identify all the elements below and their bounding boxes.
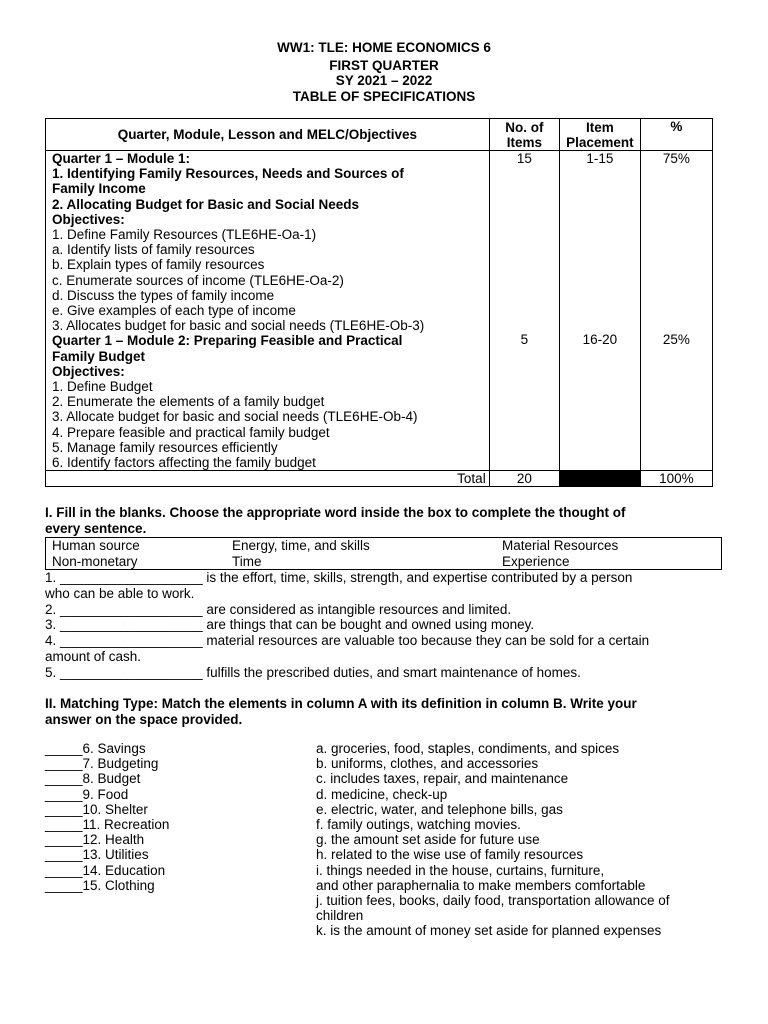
module1-objectives-label: Objectives: <box>52 211 125 227</box>
module1-objective: e. Give examples of each type of income <box>52 303 296 319</box>
definition-item: h. related to the wise use of family resources <box>316 847 584 863</box>
definition-item: a. groceries, food, staples, condiments, and spices <box>316 741 620 756</box>
definition-item-cont: children <box>316 908 364 924</box>
matching-item: _____6. Savings <box>45 741 146 756</box>
module2-objective: 5. Manage family resources efficiently <box>52 439 278 455</box>
table-header-row <box>46 119 713 151</box>
word-choice: Non-monetary <box>52 553 138 569</box>
blank-item-cont: amount of cash. <box>45 648 142 664</box>
tos-heading: TABLE OF SPECIFICATIONS <box>292 89 476 104</box>
module2-objective: 4. Prepare feasible and practical family budget <box>52 424 330 440</box>
module2-title-cont: Family Budget <box>52 348 146 364</box>
matching-item: _____15. Clothing <box>45 877 155 893</box>
definition-item: i. things needed in the house, curtains, furniture, <box>316 862 605 878</box>
module1-objective: c. Enumerate sources of income (TLE6HE-Oa-2) <box>52 272 344 288</box>
blank-item: 3. ___________________ are things that can be bought and owned using money. <box>45 617 535 633</box>
module1-lesson1-cont: Family Income <box>52 181 146 197</box>
column-a <box>45 741 305 893</box>
objectives-column-header: Quarter, Module, Lesson and MELC/Objectives <box>46 119 490 151</box>
fill-in-blanks-list <box>45 570 725 681</box>
definition-item-cont: and other paraphernalia to make members comfortable <box>316 877 646 893</box>
school-year-heading: SY 2021 – 2022 <box>335 73 433 88</box>
word-box-row <box>46 554 722 570</box>
items-column-header <box>489 119 559 151</box>
percent-cell <box>640 151 712 471</box>
column-b <box>316 741 716 939</box>
matching-item: _____12. Health <box>45 832 145 848</box>
module2-objective: 6. Identify factors affecting the family budget <box>52 455 316 471</box>
blank-item: 2. ___________________ are considered as intangible resources and limited. <box>45 601 512 617</box>
items-header-line2: Items <box>506 134 542 150</box>
blank-item: 5. ___________________ fulfills the prescribed duties, and smart maintenance of homes. <box>45 664 581 680</box>
part2-instruction <box>45 696 715 728</box>
module2-placement: 16-20 <box>582 332 618 348</box>
placement-cell <box>560 151 641 471</box>
total-placement-filled <box>560 471 641 487</box>
placement-header-line2: Placement <box>566 134 634 150</box>
module1-lesson1: 1. Identifying Family Resources, Needs and Sources of <box>52 166 404 182</box>
modules-row <box>46 151 713 471</box>
part1-instruction-line1: I. Fill in the blanks. Choose the appropriate word inside the box to complete the thought of <box>45 505 626 520</box>
placement-header-line1: Item <box>586 119 614 135</box>
total-label: Total <box>46 471 490 487</box>
quarter-heading: FIRST QUARTER <box>329 58 439 73</box>
module2-items: 5 <box>520 332 529 348</box>
matching-item: _____9. Food <box>45 786 129 802</box>
part2-instruction-line1: II. Matching Type: Match the elements in column A with its definition in column B. Write your <box>45 696 637 711</box>
part2-instruction-line2: answer on the space provided. <box>45 712 243 727</box>
module1-placement: 1-15 <box>586 151 614 166</box>
total-percent: 100% <box>640 471 712 487</box>
module2-objectives-label: Objectives: <box>52 363 125 379</box>
definition-item: g. the amount set aside for future use <box>316 832 540 848</box>
word-choice: Time <box>232 553 262 569</box>
placement-column-header <box>560 119 641 151</box>
module1-items: 15 <box>516 151 532 166</box>
objectives-cell <box>46 151 490 471</box>
word-box <box>45 537 722 570</box>
word-choice: Experience <box>502 553 570 569</box>
definition-item: e. electric, water, and telephone bills, gas <box>316 801 563 817</box>
word-box-row <box>46 538 722 554</box>
definition-item: b. uniforms, clothes, and accessories <box>316 756 539 772</box>
word-choice: Energy, time, and skills <box>232 538 370 553</box>
definition-item: c. includes taxes, repair, and maintenance <box>316 771 569 787</box>
blank-item: 1. ___________________ is the effort, time, skills, strength, and expertise contributed by a person <box>45 570 633 585</box>
blank-item-cont: who can be able to work. <box>45 585 195 601</box>
items-cell <box>489 151 559 471</box>
module1-percent: 75% <box>662 151 690 166</box>
module1-objective: 3. Allocates budget for basic and social needs (TLE6HE-Ob-3) <box>52 318 425 334</box>
module1-objective: 1. Define Family Resources (TLE6HE-Oa-1) <box>52 227 317 243</box>
module2-percent: 25% <box>662 332 690 348</box>
blank-item: 4. ___________________ material resources are valuable too because they can be sold for a certain <box>45 633 650 649</box>
part1-instruction-line2: every sentence. <box>45 521 147 536</box>
total-row <box>46 471 713 487</box>
total-items: 20 <box>489 471 559 487</box>
specifications-table <box>45 118 713 487</box>
module1-lesson2: 2. Allocating Budget for Basic and Social Needs <box>52 196 360 212</box>
matching-item: _____10. Shelter <box>45 801 148 817</box>
definition-item: f. family outings, watching movies. <box>316 817 521 833</box>
definition-item: k. is the amount of money set aside for planned expenses <box>316 923 662 939</box>
module2-objective: 2. Enumerate the elements of a family budget <box>52 394 325 410</box>
module2-objective: 1. Define Budget <box>52 379 153 395</box>
module1-objective: b. Explain types of family resources <box>52 257 265 273</box>
word-choice: Material Resources <box>502 538 619 553</box>
module1-objective: a. Identify lists of family resources <box>52 242 255 258</box>
part1-instruction <box>45 505 715 537</box>
word-choice: Human source <box>52 538 140 553</box>
percent-column-header: % <box>640 119 712 151</box>
module1-title: Quarter 1 – Module 1: <box>52 151 191 166</box>
matching-item: _____13. Utilities <box>45 847 149 863</box>
matching-item: _____7. Budgeting <box>45 756 159 772</box>
document-title: WW1: TLE: HOME ECONOMICS 6 <box>277 40 491 55</box>
items-header-line1: No. of <box>505 119 544 135</box>
definition-item: j. tuition fees, books, daily food, transportation allowance of <box>316 893 670 909</box>
matching-item: _____11. Recreation <box>45 817 170 833</box>
module2-title: Quarter 1 – Module 2: Preparing Feasible and Practical <box>52 333 403 349</box>
matching-item: _____14. Education <box>45 862 166 878</box>
module2-objective: 3. Allocate budget for basic and social needs (TLE6HE-Ob-4) <box>52 409 418 425</box>
definition-item: d. medicine, check-up <box>316 786 448 802</box>
matching-item: _____8. Budget <box>45 771 141 787</box>
module1-objective: d. Discuss the types of family income <box>52 287 275 303</box>
